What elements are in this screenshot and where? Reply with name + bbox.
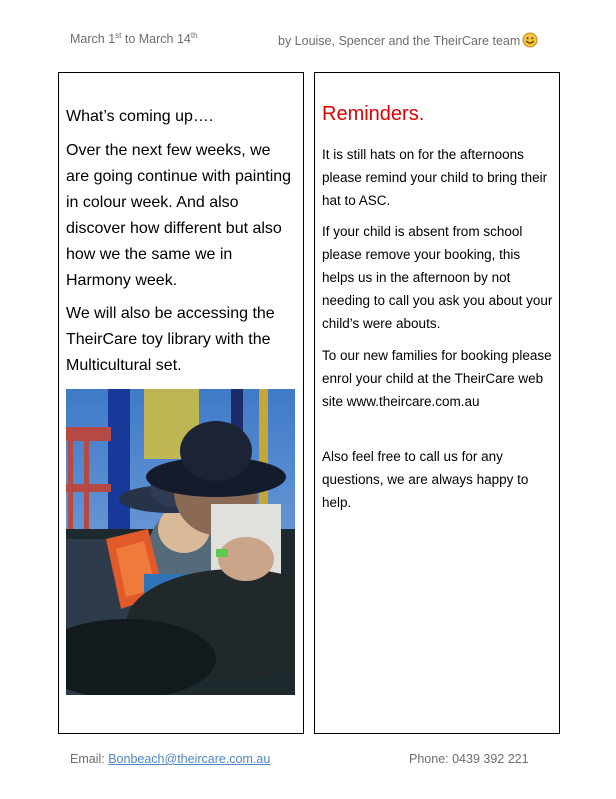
toy-library-paragraph: We will also be accessing the TheirCare toy library with the Multicultural set.	[66, 305, 275, 374]
reminder-paragraph-new-families: To our new families for booking please enrol your child at the TheirCare web site www.theircare.com.au	[322, 348, 552, 409]
email-link[interactable]: Bonbeach@theircare.com.au	[108, 752, 271, 766]
email-label: Email:	[70, 752, 109, 766]
reminder-paragraph-hats: It is still hats on for the afternoons please remind your child to bring their hat to ASC.	[322, 147, 548, 208]
date-end: to March 14	[121, 32, 191, 46]
reminders-heading: Reminders.	[322, 103, 425, 125]
phone-number: Phone: 0439 392 221	[409, 752, 529, 766]
date-end-suffix: th	[190, 30, 198, 40]
children-playing-photo	[66, 389, 295, 695]
left-column	[58, 72, 304, 734]
coming-up-heading: What’s coming up….	[66, 108, 214, 125]
smiley-face-icon	[522, 32, 538, 51]
page-footer	[0, 752, 616, 772]
date-range	[70, 32, 198, 46]
page-header	[0, 30, 616, 54]
reminder-paragraph-absence: If your child is absent from school please remove your booking, this helps us in the afternoon by not needing to call you ask you about your child’s were abouts.	[322, 224, 553, 331]
date-start-suffix: st	[115, 30, 122, 40]
byline-text: by Louise, Spencer and the TheirCare team	[278, 34, 521, 48]
reminder-paragraph-contact: Also feel free to call us for any questions, we are always happy to help.	[322, 449, 529, 510]
email-line	[70, 752, 270, 766]
date-start: March 1	[70, 32, 116, 46]
right-column	[314, 72, 560, 734]
coming-up-paragraph: Over the next few weeks, we are going continue with painting in colour week. And also discover how different but also how we the same we in Harmony week.	[66, 142, 292, 289]
byline	[278, 32, 538, 51]
